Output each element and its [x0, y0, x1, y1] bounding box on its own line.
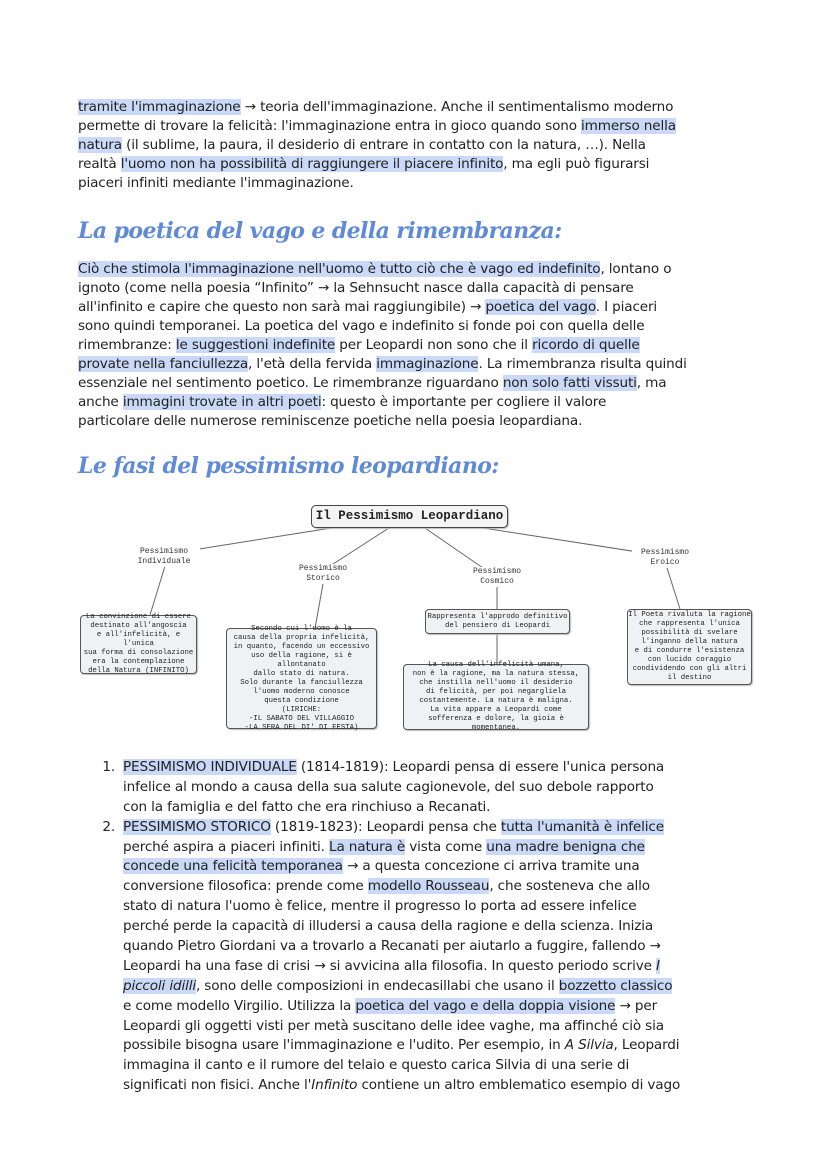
text-line — [78, 897, 680, 917]
list-number: 2. — [102, 818, 115, 835]
text-segment: A Silvia — [564, 1037, 614, 1054]
text-segment: per Leopardi non sono che il — [335, 337, 533, 353]
text-segment: (il sublime, la paura, il desiderio di entrare in contatto con la natura, …). Nella — [121, 137, 646, 153]
text-line — [78, 260, 687, 279]
heading-poetica: La poetica del vago e della rimembranza: — [78, 218, 562, 244]
text-segment: Leopardi gli oggetti visti per metà suscitano delle idee vaghe, ma affinché ciò sia — [123, 1017, 664, 1034]
connector-storico-box — [315, 584, 323, 628]
connector-individuale-box — [150, 566, 165, 615]
heading-fasi: Le fasi del pessimismo leopardiano: — [78, 453, 499, 479]
text-segment: vista come — [405, 838, 487, 855]
text-segment: , lontano o — [600, 261, 672, 277]
highlighted-text: Ciò che stimola l'immaginazione nell'uomo è tutto ciò che è vago ed indefinito — [78, 261, 601, 277]
text-segment: conversione filosofica: prende come — [123, 878, 368, 895]
highlighted-text: natura — [78, 137, 122, 153]
highlighted-text: poetica del vago — [485, 299, 596, 315]
text-segment: , ma egli può figurarsi — [503, 156, 650, 172]
text-segment: Leopardi ha una fase di crisi → si avvicina alla filosofia. In questo periodo scrive — [123, 957, 657, 974]
text-segment: perché perde la capacità di illudersi a causa della ragione e della scienza. Inizia — [123, 918, 654, 935]
text-segment: : questo è importante per cogliere il valore — [321, 394, 607, 410]
text-segment: all'infinito e capire che questo non sarà mai raggiungibile) → — [78, 299, 486, 315]
connector-eroico — [470, 526, 638, 552]
label-cosmico: Pessimismo Cosmico — [464, 567, 530, 587]
text-line — [78, 997, 680, 1017]
text-line — [78, 877, 680, 897]
text-segment: , ma — [636, 375, 667, 391]
highlighted-text: tutta l'umanità è infelice — [500, 818, 664, 835]
highlighted-text: modello Rousseau — [367, 878, 490, 895]
highlighted-text: PESSIMISMO STORICO — [123, 818, 271, 835]
list-number: 1. — [102, 759, 115, 775]
text-line — [78, 917, 680, 937]
highlighted-text: non solo fatti vissuti — [502, 375, 637, 391]
text-line — [78, 937, 680, 957]
text-segment: quando Pietro Giordani va a trovarlo a Recanati per aiutarlo a fuggire, fallendo → — [123, 938, 661, 955]
highlighted-text: tramite l'immaginazione — [78, 99, 241, 115]
pessimismo-list — [78, 758, 680, 1096]
text-segment: . La rimembranza risulta quindi — [478, 356, 687, 372]
text-line — [78, 279, 687, 298]
highlighted-text: le suggestioni indefinite — [175, 337, 336, 353]
text-line — [78, 412, 687, 431]
highlighted-text: immerso nella — [581, 118, 676, 134]
text-line — [78, 957, 680, 977]
highlighted-text: immagini trovate in altri poeti — [122, 394, 322, 410]
text-line — [78, 798, 680, 818]
text-segment: → per — [615, 997, 658, 1014]
label-eroico: Pessimismo Eroico — [632, 548, 698, 568]
text-line — [78, 838, 680, 858]
text-segment: possibile bisogna usare l'immaginazione e l'udito. Per esempio, in — [123, 1037, 565, 1054]
text-segment: realtà — [78, 156, 121, 172]
text-segment: e come modello Virgilio. Utilizza la — [123, 997, 356, 1014]
text-line — [78, 374, 687, 393]
text-segment: (1819-1823): Leopardi pensa che — [270, 818, 501, 835]
intro-paragraph — [78, 98, 676, 193]
highlighted-text: concede una felicità temporanea — [123, 858, 343, 875]
text-segment: → teoria dell'immaginazione. Anche il sentimentalismo moderno — [240, 99, 674, 115]
highlighted-text: PESSIMISMO INDIVIDUALE — [123, 759, 297, 775]
label-storico: Pessimismo Storico — [290, 564, 356, 584]
highlighted-text: immaginazione — [376, 356, 479, 372]
poetica-paragraph — [78, 260, 687, 431]
text-segment: (1814-1819): Leopardi pensa di essere l'unica persona — [296, 759, 665, 775]
text-line — [78, 393, 687, 412]
text-segment: Infinito — [311, 1077, 358, 1094]
connector-eroico-box — [667, 568, 680, 609]
text-segment: stato di natura l'uomo è felice, mentre il progresso lo porta ad essere infelice — [123, 898, 637, 915]
text-line — [78, 1036, 680, 1056]
text-line — [78, 1056, 680, 1076]
text-line — [78, 98, 676, 117]
text-segment: , sono delle composizioni in endecasillabi che usano il — [195, 977, 559, 994]
text-segment: . I piaceri — [595, 299, 658, 315]
text-line — [78, 977, 680, 997]
text-segment: , Leopardi — [613, 1037, 680, 1054]
text-segment: particolare delle numerose reminiscenze poetiche nella poesia leopardiana. — [78, 413, 583, 429]
text-segment: , che sosteneva che allo — [489, 878, 650, 895]
text-segment: perché aspira a piaceri infiniti. — [123, 838, 330, 855]
connector-cosmico — [422, 526, 483, 568]
box-individuale: La convinzione di essere destinato all'angoscia e all'infelicità, e l'unica sua forma di consolazione era la contemplazione della Natura (INFINITO) — [80, 615, 197, 674]
highlighted-text: bozzetto classico — [558, 977, 673, 994]
text-line — [78, 758, 680, 778]
text-segment: ignoto (come nella poesia “Infinito” → la Sehnsucht nasce dalla capacità di pensare — [78, 280, 634, 296]
text-segment: essenziale nel sentimento poetico. Le rimembranze riguardano — [78, 375, 503, 391]
list-item — [78, 818, 680, 1096]
highlighted-text: ricordo di quelle — [532, 337, 640, 353]
text-line — [78, 778, 680, 798]
text-segment: immagina il canto e il rumore del telaio e questo carica Silvia di una serie di — [123, 1057, 630, 1074]
highlighted-text: provate nella fanciullezza — [78, 356, 249, 372]
label-individuale: Pessimismo Individuale — [128, 547, 200, 567]
text-line — [78, 117, 676, 136]
text-segment: infelice al mondo a causa della sua salute cagionevole, del suo debole rapporto — [123, 778, 654, 795]
box-eroico: Il Poeta rivaluta la ragione che rappresenta l'unica possibilità di svelare l'inganno della natura e di condurre l'esistenza con lucido coraggio condividendo con gli altri il destino — [627, 609, 752, 685]
text-segment: significati non fisici. Anche l' — [123, 1077, 312, 1094]
highlighted-text: La natura è — [329, 838, 406, 855]
text-segment: contiene un altro emblematico esempio di vago — [357, 1077, 681, 1094]
text-line — [78, 317, 687, 336]
box-cosmico-1: Rappresenta l'approdo definitivo del pensiero di Leopardi — [425, 609, 570, 634]
highlighted-text: piccoli idilli — [123, 977, 196, 994]
text-line — [78, 355, 687, 374]
diagram-title: Il Pessimismo Leopardiano — [311, 505, 508, 528]
text-line — [78, 1076, 680, 1096]
text-segment: rimembranze: — [78, 337, 176, 353]
box-cosmico-2: La causa dell'infelicità umana, non è la ragione, ma la natura stessa, che instilla nell'uomo il desiderio di felicità, per poi negargliela costantemente. La natura è maligna. La vita appare a Leopardi come sofferenza e dolore, la gioia è momentanea. — [403, 664, 589, 730]
text-line — [78, 1017, 680, 1037]
highlighted-text: l'uomo non ha possibilità di raggiungere il piacere infinito — [120, 156, 504, 172]
text-line — [78, 857, 680, 877]
text-line — [78, 818, 680, 838]
list-item — [78, 758, 680, 818]
text-segment: anche — [78, 394, 123, 410]
highlighted-text: una madre benigna che — [486, 838, 645, 855]
text-segment: permette di trovare la felicità: l'immaginazione entra in gioco quando sono — [78, 118, 582, 134]
text-segment: sono quindi temporanei. La poetica del vago e indefinito si fonde poi con quella delle — [78, 318, 645, 334]
text-line — [78, 155, 676, 174]
text-line — [78, 336, 687, 355]
text-segment: → a questa concezione ci arriva tramite una — [342, 858, 640, 875]
connector-storico — [330, 526, 392, 566]
box-storico: Secondo cui l'uomo è la causa della propria infelicità, in quanto, facendo un eccessivo uso della ragione, si è allontanato dallo stato di natura. Solo durante la fanciullezza l'uomo moderno conosce questa condizione (LIRICHE: -IL SABATO DEL VILLAGGIO -LA SERA DEL DI' DI FESTA) — [226, 628, 377, 729]
text-segment: piaceri infiniti mediante l'immaginazione. — [78, 175, 354, 191]
text-segment: , l'età della fervida — [248, 356, 377, 372]
text-segment: con la famiglia e del fatto che era rinchiuso a Recanati. — [123, 798, 491, 815]
connector-individuale — [193, 526, 344, 550]
text-line — [78, 174, 676, 193]
text-line — [78, 298, 687, 317]
text-line — [78, 136, 676, 155]
highlighted-text: I — [656, 957, 660, 974]
highlighted-text: poetica del vago e della doppia visione — [355, 997, 616, 1014]
